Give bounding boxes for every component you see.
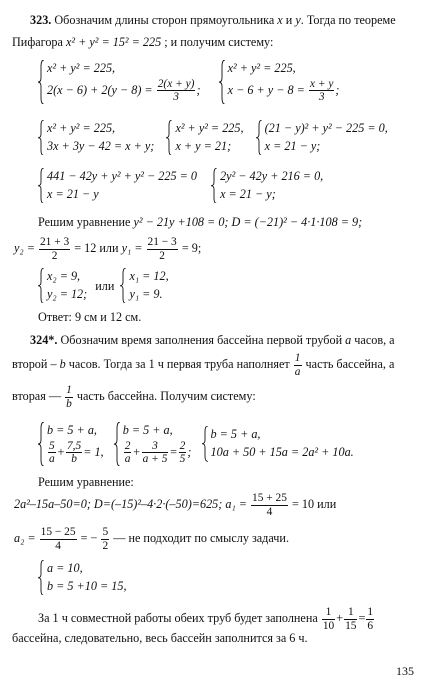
system-a-eq2 (47, 78, 201, 105)
system-row-3 (38, 168, 325, 203)
punct: ; (335, 82, 340, 97)
frac-num: 5 (49, 439, 55, 452)
system-l-eq2: 10a + 50 + 15a = 2a² + 10a. (210, 445, 354, 460)
op: = (169, 444, 178, 459)
system-m-eq1: a = 10, (47, 561, 83, 575)
frac-den: 2 (102, 539, 109, 552)
conj-or: или (96, 241, 122, 256)
fraction (322, 606, 335, 633)
op: + (336, 611, 344, 626)
curly-brace-icon (166, 120, 173, 155)
system-e (256, 120, 388, 155)
root-a1-value: = 10 или (292, 497, 337, 512)
p324-text: Обозначим время заполнения бассейна первой трубой (57, 333, 346, 347)
frac-num: 1 (322, 606, 335, 620)
frac-den: 3 (173, 91, 179, 104)
fraction (251, 492, 288, 519)
conj-and: и (282, 13, 296, 27)
system-f-eq2: x = 21 − y (47, 186, 99, 201)
p323-intro-end: . Тогда по теореме (300, 13, 396, 27)
solve-label: Решим уравнение (38, 215, 134, 229)
fraction (65, 384, 73, 411)
system-h-eq2: y₂ = 12; (47, 286, 88, 301)
p324-line3 (12, 384, 256, 411)
root-y2-value: = 12 (74, 241, 97, 256)
var-x: x (277, 13, 283, 27)
punct: ; (187, 444, 192, 459)
system-k-eq1: b = 5 + a, (122, 423, 173, 437)
root-a2-line (14, 526, 289, 553)
curly-brace-icon (38, 120, 45, 155)
eq-tail: = 1, (83, 444, 104, 459)
system-a-eq1: x² + y² = 225, (47, 61, 116, 75)
frac-num: 2 (179, 439, 186, 452)
curly-brace-icon (256, 120, 263, 155)
curly-brace-icon (38, 268, 45, 303)
system-d-eq2: x + y = 21; (175, 138, 232, 153)
system-m-eq2: b = 5 +10 = 15, (47, 578, 127, 593)
root-a2-label: a₂ = (14, 531, 36, 546)
system-m (38, 560, 127, 595)
fraction (39, 236, 70, 263)
answer-text: Ответ: 9 см и 12 см. (38, 310, 142, 324)
frac-den: 3 (318, 91, 325, 104)
system-l-eq1: b = 5 + a, (210, 427, 261, 442)
system-d (166, 120, 243, 155)
p324-line2 (12, 352, 394, 379)
system-a (38, 60, 201, 104)
final-line-2 (12, 632, 308, 644)
quadratic-equation: y² − 21y +108 = 0; D = (−21)² − 4·1·108 = 9; (133, 215, 363, 229)
system-row-6 (38, 560, 129, 595)
frac-den: 4 (55, 539, 61, 552)
frac-num: 1 (294, 352, 301, 364)
fraction (366, 606, 374, 633)
curly-brace-icon (38, 560, 45, 595)
system-row-1 (38, 60, 341, 104)
var-a: a (345, 333, 352, 347)
system-f (38, 168, 197, 203)
curly-brace-icon (38, 422, 45, 466)
system-row-5 (38, 422, 356, 466)
fraction (142, 440, 169, 467)
system-i-eq2: y₁ = 9. (129, 286, 163, 301)
system-h (38, 268, 87, 303)
frac-num: 2(x + y) (157, 77, 195, 90)
frac-num: 15 + 25 (252, 492, 287, 504)
frac-den: b (71, 453, 77, 466)
frac-den: 2 (159, 249, 165, 262)
final-text: За 1 ч совместной работы обеих труб будет заполнена (38, 611, 318, 626)
frac-den: a (49, 453, 55, 466)
op: + (132, 444, 141, 459)
system-b (219, 60, 340, 104)
fraction (344, 606, 357, 633)
system-b-eq1: x² + y² = 225, (227, 61, 296, 75)
system-c-eq2: 3x + 3y − 42 = x + y; (47, 138, 155, 153)
p324-text: часть бассейна. Получим систему: (76, 389, 256, 404)
p324-text: часов, а (351, 333, 395, 347)
frac-num: 21 + 3 (39, 236, 70, 248)
solve-label-324 (38, 476, 134, 488)
p323-pythagoras-line (12, 36, 273, 48)
system-i-eq1: x₁ = 12, (129, 269, 169, 283)
system-j-eq1: b = 5 + a, (47, 423, 97, 437)
system-d-eq1: x² + y² = 225, (175, 121, 244, 135)
frac-den: 4 (266, 505, 273, 518)
frac-den: 6 (367, 619, 374, 632)
p323-intro-text: Обозначим длины сторон прямоугольника (51, 13, 278, 27)
problem-number-324: 324*. (30, 333, 58, 347)
system-g-eq2: x = 21 − y; (220, 186, 276, 201)
system-a-eq2-lhs: 2(x − 6) + 2(y − 8) = (47, 82, 153, 97)
system-j (38, 422, 104, 466)
fraction (179, 440, 187, 467)
frac-num: 1 (66, 384, 72, 396)
pythagoras-tail: ; и получим систему: (161, 35, 274, 49)
op: = − (80, 531, 98, 546)
system-h-eq1: x₂ = 9, (47, 269, 81, 283)
p324-text: часов. Тогда за 1 ч первая труба наполняет (65, 357, 293, 372)
frac-den: a (294, 365, 301, 378)
system-k-eq2 (123, 440, 192, 467)
problem-number-323: 323. (30, 13, 52, 27)
frac-den: 15 (345, 619, 357, 632)
quadratic-equation-324: 2a²–15a–50=0; D=(–15)²–4·2·(–50)=625; (14, 497, 223, 512)
frac-den: b (66, 397, 72, 410)
fraction (101, 526, 109, 553)
frac-num: 21 − 3 (147, 236, 177, 248)
p324-text: часть бассейна, а (305, 357, 395, 372)
curly-brace-icon (211, 168, 218, 203)
final-text: бассейна, следовательно, весь бассейн заполнится за 6 ч. (12, 631, 308, 645)
conj-or: или (95, 278, 115, 293)
frac-num: 1 (344, 606, 357, 620)
system-f-eq1: 441 − 42y + y² + y² − 225 = 0 (47, 169, 197, 183)
fraction (124, 440, 132, 467)
p324-line1 (30, 334, 395, 346)
fraction (147, 236, 178, 263)
var-y: y (295, 13, 301, 27)
pythagoras-label: Пифагора (12, 35, 66, 49)
system-row-4 (38, 268, 171, 303)
fraction (294, 352, 302, 379)
frac-den: 10 (322, 619, 335, 632)
root-y1-label: y₁ = (121, 241, 143, 256)
system-c-eq1: x² + y² = 225, (47, 121, 116, 135)
p323-intro-line (30, 14, 396, 26)
root-y2-label: y₂ = (14, 241, 35, 256)
curly-brace-icon (114, 422, 121, 466)
system-i (120, 268, 168, 303)
frac-den: a (124, 453, 131, 466)
discriminant-line (14, 492, 336, 519)
fraction (157, 78, 196, 105)
fraction (40, 526, 77, 553)
p324-text: второй – (12, 357, 60, 372)
frac-num: x + y (309, 77, 334, 90)
curly-brace-icon (120, 268, 127, 303)
op: = (358, 611, 366, 626)
curly-brace-icon (202, 426, 209, 461)
punct: ; (196, 82, 201, 97)
frac-num: 2 (124, 439, 131, 452)
final-line (38, 606, 375, 633)
system-g (211, 168, 323, 203)
p324-text: вторая — (12, 389, 62, 404)
system-g-eq1: 2y² − 42y + 216 = 0, (220, 169, 324, 183)
system-b-eq2 (228, 78, 340, 105)
page-number: 135 (396, 664, 414, 678)
system-c (38, 120, 154, 155)
frac-den: 2 (51, 249, 58, 262)
curly-brace-icon (38, 168, 45, 203)
frac-den: a + 5 (142, 453, 168, 466)
system-e-eq1: (21 − y)² + y² − 225 = 0, (264, 121, 388, 135)
frac-num: 15 − 25 (40, 526, 76, 538)
frac-num: 3 (142, 440, 169, 454)
system-j-eq2 (47, 440, 104, 467)
root-a1-label: a₁ = (222, 497, 247, 512)
var-b: b (59, 357, 66, 372)
frac-num: 5 (102, 526, 109, 538)
pythagoras-equation: x² + y² = 15² = 225 (65, 35, 162, 49)
curly-brace-icon (219, 60, 226, 104)
op: + (56, 444, 65, 459)
solve-label: Решим уравнение: (38, 475, 134, 489)
system-row-2 (38, 120, 390, 155)
frac-num: 1 (367, 606, 374, 618)
fraction (66, 440, 82, 467)
root-a2-note: — не подходит по смыслу задачи. (110, 531, 289, 546)
fraction (309, 78, 335, 105)
system-b-eq2-lhs: x − 6 + y − 8 = (227, 82, 305, 97)
answer-323 (38, 311, 141, 323)
system-k (114, 422, 192, 466)
fraction (48, 440, 56, 467)
system-l (202, 426, 354, 461)
quadratic-line (38, 216, 362, 228)
frac-num: 7,5 (66, 439, 82, 452)
frac-den: 5 (179, 453, 186, 466)
system-e-eq2: x = 21 − y; (264, 138, 321, 153)
curly-brace-icon (38, 60, 45, 104)
roots-line (14, 236, 201, 263)
root-y1-value: = 9; (181, 241, 202, 256)
